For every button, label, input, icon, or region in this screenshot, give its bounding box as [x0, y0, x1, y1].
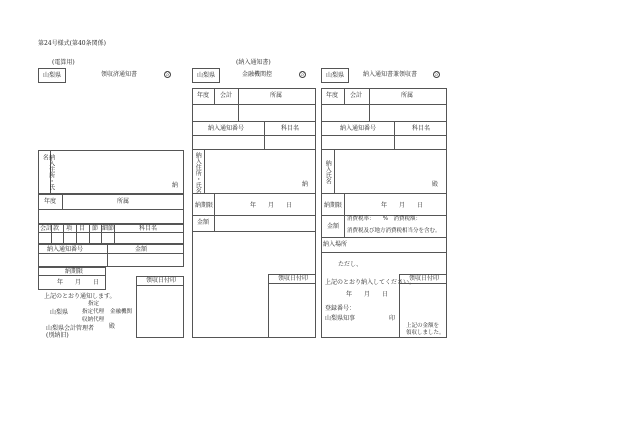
left-year-row [38, 194, 184, 210]
right-subject-label: 科目名 [412, 125, 431, 132]
document-title: (納入通知書) [236, 59, 271, 66]
left-code-subject: 科目名 [139, 225, 158, 232]
mid-subject-label: 科目名 [281, 125, 300, 132]
mid-doc-title: 金融機関控 [242, 71, 273, 78]
right-received-text-2: 領収しました。 [406, 330, 445, 336]
left-codes-row [38, 224, 184, 233]
right-year-label: 年度 [326, 92, 339, 99]
left-notice-text: 上記のとおり通知します。 [44, 293, 116, 300]
right-account-label: 会計 [350, 92, 363, 99]
left-bank-label: 金融機関 [110, 309, 133, 315]
left-manager-label: 山梨県会計管理者 [46, 325, 95, 332]
left-deadline-row [38, 267, 106, 276]
right-public-stamp: 公 [434, 72, 439, 77]
left-deadline-date: 年 月 日 [57, 279, 100, 286]
right-tax-rate: 消費税率： % 消費税額： [347, 216, 421, 222]
left-notice-blank [38, 254, 184, 267]
left-office: 山梨県 [43, 72, 62, 79]
right-date-line: 年 月 日 [346, 291, 389, 298]
tax-office-label: (電算用) [52, 59, 75, 66]
right-payer-label: 納入氏名 [324, 160, 332, 184]
left-code-kan: 款 [53, 225, 60, 232]
right-deadline-label: 納期限 [324, 202, 343, 209]
mid-office: 山梨県 [197, 72, 216, 79]
mid-year-label: 年度 [197, 92, 210, 99]
right-place-label: 納入場所 [323, 241, 348, 248]
left-codes-blank [38, 233, 184, 244]
left-code-account: 会計 [40, 225, 53, 232]
right-payer-suffix: 殿 [432, 181, 439, 188]
right-notice-label: 納入通知番号 [340, 125, 377, 132]
left-notice-row [38, 244, 184, 254]
left-amount-label: 金額 [135, 246, 148, 253]
mid-account-label: 会計 [220, 92, 233, 99]
right-doc-title: 納入通知書兼領収書 [363, 71, 418, 78]
left-payer-box [38, 150, 184, 194]
left-notice-label: 納入通知番号 [47, 246, 84, 253]
right-received-label: 領収日付印 [409, 275, 440, 282]
mid-payer-suffix: 納 [302, 181, 309, 188]
right-dept-label: 所属 [401, 92, 414, 99]
right-governor: 山梨県知事 [325, 315, 356, 322]
left-code-saisetsu: 細節 [102, 225, 115, 232]
right-note: ただし、 [338, 261, 363, 268]
right-tax-included: 消費税及び地方消費税相当分を含む。 [347, 228, 441, 234]
left-year-label: 年度 [44, 198, 57, 205]
left-deadline-date-box [38, 276, 106, 290]
left-payer-suffix: 納 [172, 182, 179, 189]
mid-payer-label: 納入住所・氏名 [194, 152, 202, 194]
mid-received-label: 領収日付印 [278, 275, 309, 282]
left-agent-3: 収納代理 [82, 317, 105, 323]
mid-public-stamp: 公 [300, 72, 305, 77]
left-received-label: 領収日付印 [146, 277, 177, 284]
left-agent-1: 指定 [88, 301, 100, 307]
mid-amount-label: 金額 [197, 219, 210, 226]
left-code-kou: 項 [66, 225, 73, 232]
right-deadline-date: 年 月 日 [381, 202, 424, 209]
right-amount-label: 金額 [327, 223, 340, 230]
mid-deadline-label: 納期限 [195, 202, 214, 209]
left-doc-title: 領収済通知書 [101, 71, 138, 78]
form-number: 第24号様式(第40条関係) [38, 40, 106, 47]
right-received-box [399, 274, 447, 338]
left-date-receipt: (別納旧) [46, 332, 69, 339]
left-dept-label: 所属 [117, 198, 130, 205]
right-pay-request: 上記のとおり納入してください。 [325, 279, 416, 286]
right-received-text-1: 上記の金額を [406, 323, 440, 329]
left-code-setsu: 節 [92, 225, 99, 232]
left-received-box [136, 276, 184, 338]
mid-deadline-date: 年 月 日 [250, 202, 293, 209]
mid-notice-label: 納入通知番号 [208, 125, 245, 132]
left-agent-2: 指定代理 [82, 309, 105, 315]
left-public-stamp: 公 [165, 72, 170, 77]
mid-received-box [268, 274, 316, 338]
right-office: 山梨県 [326, 72, 345, 79]
right-reg-no-label: 登録番号： [325, 305, 356, 312]
left-payer-label: 納入住所・氏名 [41, 154, 55, 190]
left-office-box [38, 68, 66, 83]
left-code-moku: 目 [79, 225, 86, 232]
mid-dept-label: 所属 [270, 92, 283, 99]
right-office-box [321, 68, 349, 83]
left-org-name: 山梨県 [50, 309, 69, 316]
left-blank-row [38, 210, 184, 224]
right-seal: 印 [389, 315, 396, 322]
left-manager-suffix: 殿 [109, 323, 116, 330]
left-deadline-label: 納期限 [65, 268, 84, 275]
mid-office-box [192, 68, 220, 83]
